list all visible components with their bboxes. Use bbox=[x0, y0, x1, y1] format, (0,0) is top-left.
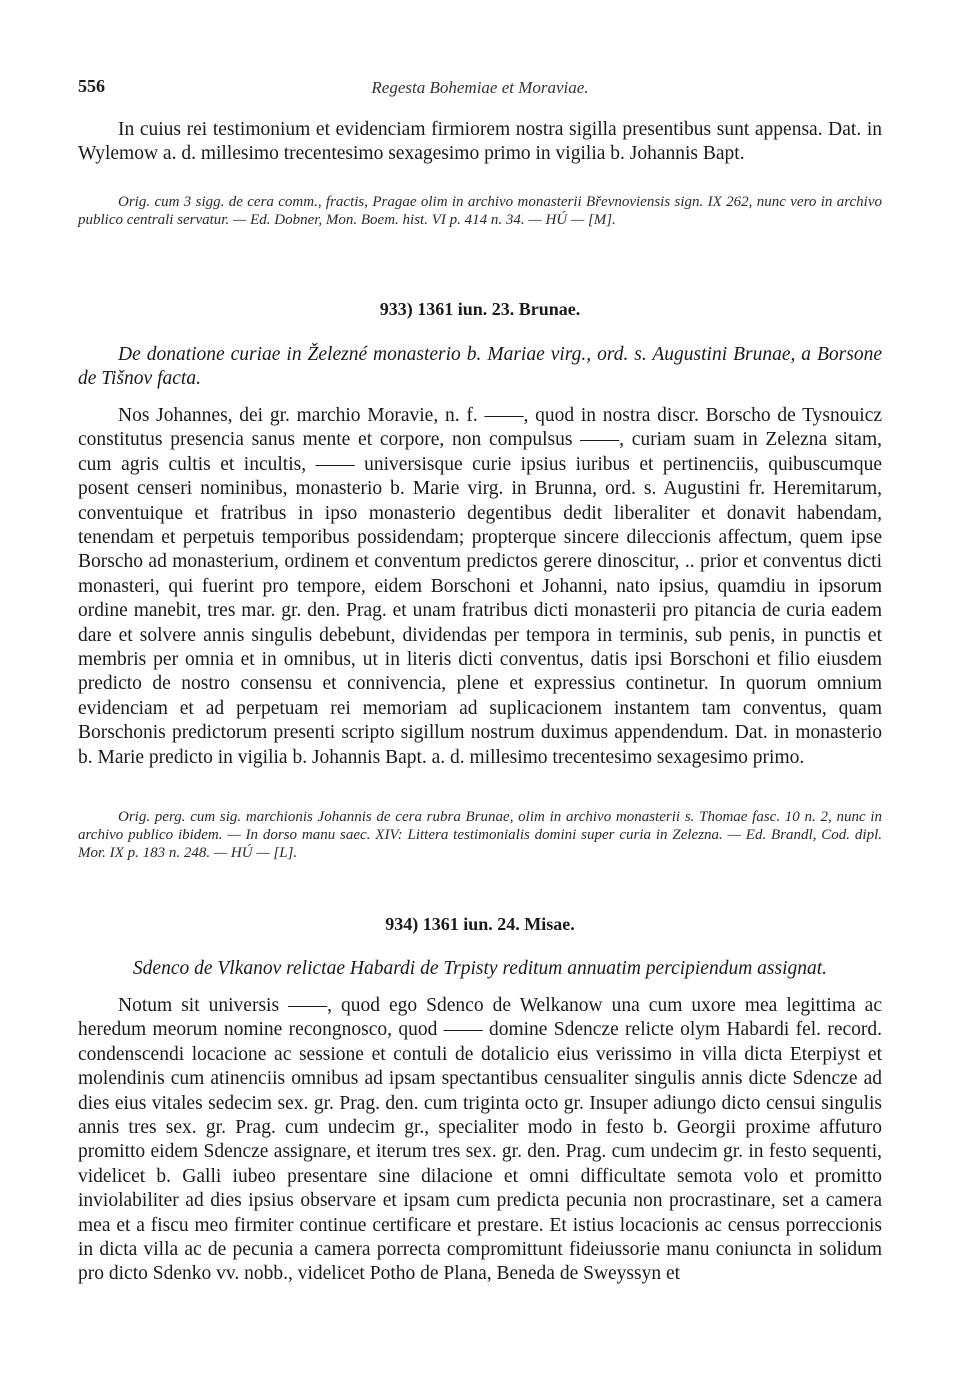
entry-933-heading: 933) 1361 iun. 23. Brunae. bbox=[379, 299, 581, 319]
entry-934-heading: 934) 1361 iun. 24. Misae. bbox=[385, 914, 575, 934]
running-title: Regesta Bohemiae et Moraviae. bbox=[371, 78, 589, 97]
entry-934-text: Notum sit universis ——, quod ego Sdenco de Welkanow una cum uxore mea legittima ac heredum meorum nomine recongnosco, quod —— domine Sdencze relicte olym Habardi fel. record. condenscendi locacione ac sessione et contuli de dotalicio eius verissimo in villa dicta Eterpiyst et molendinis cum atinenciis omnibus ad ipsam spectantibus censualiter singulis annis dicte Sdencze ad dies eius vitales sedecim sex. gr. Prag. den. cum triginta octo gr. Insuper adiungo dicto censui singulis annis tres sex. gr. Prag. cum undecim gr., specialiter modo in festo b. Georgii proxime affuturo promitto eidem Sdencze assignare, et iterum tres sex. gr. den. Prag. cum undecim gr. in festo sequenti, videlicet b. Galli iubeo presentare sine dilacione et omni difficultate semota volo et promitto inviolabiliter ad dies ipsius observare et ipsam cum predicta pecunia non procrastinare, set a camera mea et a fiscu meo firmiter continue certificare et prestare. Et istius locacionis ac census porreccionis in dicta villa ac de pecunia a camera porrecta compromittunt fideiussorie manu coniuncta in solidum pro dicto Sdenko vv. nobb., videlicet Potho de Plana, Beneda de Sweyssyn et bbox=[78, 995, 882, 1285]
entry-933-footnote: Orig. perg. cum sig. marchionis Johannis de cera rubra Brunae, olim in archivo monasterii s. Thomae fasc. 10 n. 2, nunc in archivo publico ibidem. — In dorso manu saec. XIV: Littera testimonialis domini super curia in Zelezna. — Ed. Brandl, Cod. dipl. Mor. IX p. 183 n. 248. — HÚ — [L]. bbox=[78, 809, 882, 861]
page-number: 556 bbox=[78, 76, 105, 96]
entry-933-regest: De donatione curiae in Železné monasterio b. Mariae virg., ord. s. Augustini Brunae, a Borsone de Tišnov facta. bbox=[78, 344, 882, 390]
entry-934-regest: Sdenco de Vlkanov relictae Habardi de Trpisty reditum annuatim percipiendum assignat. bbox=[132, 958, 828, 979]
top-text: In cuius rei testimonium et evidenciam firmiorem nostra sigilla presentibus sunt appensa. Dat. in Wylemow a. d. millesimo trecentesimo sexagesimo primo in vigilia b. Johannis Bapt. bbox=[78, 119, 882, 165]
page-header bbox=[78, 76, 882, 100]
top-footnote: Orig. cum 3 sigg. de cera comm., fractis, Pragae olim in archivo monasterii Břevnoviensis sign. IX 262, nunc vero in archivo publico centrali servatur. — Ed. Dobner, Mon. Boem. hist. VI p. 414 n. 34. — HÚ — [M]. bbox=[78, 194, 882, 228]
entry-933-text: Nos Johannes, dei gr. marchio Moravie, n. f. ——, quod in nostra discr. Borscho de Tysnouicz constitutus presencia sanus mente et corpore, non compulsus ——, curiam suam in Zelezna sitam, cum agris cultis et incultis, —— universisque curie ipsius iuribus et pertinenciis, quibuscumque posent censeri nominibus, monasterio b. Marie virg. in Brunna, ord. s. Augustini fr. Heremitarum, conventuique et fratribus in ipso monasterio degentibus dedit liberaliter et donavit habendam, tenendam et perpetuis temporibus possidendam; propterque sincere dileccionis affectum, quem ipse Borscho ad monasterium, ordinem et conventum predictos gerere dinoscitur, .. prior et conventus dicti monasteri, qui fuerint pro tempore, eidem Borschoni et Johanni, nato ipsius, quamdiu in ipsorum ordine manebit, tres mar. gr. den. Prag. et unam fratribus dicti monasterii pro pitancia de curia eadem dare et solvere annis singulis debebunt, dividendas per tempora in terminis, sub penis, in punctis et membris per omnia et in omnibus, ut in literis dicti conventus, datis ipsi Borschoni et filio eiusdem predicto de nostro consensu et connivencia, plene et expressius continetur. In quorum omnium evidenciam et ad perpetuam rei memoriam ad suplicacionem instantem tam conventus, quam Borschonis predictorum presenti scripto sigillum nostrum duximus appendendum. Dat. in monasterio b. Marie predicto in vigilia b. Johannis Bapt. a. d. millesimo trecentesimo sexagesimo primo. bbox=[78, 405, 882, 768]
